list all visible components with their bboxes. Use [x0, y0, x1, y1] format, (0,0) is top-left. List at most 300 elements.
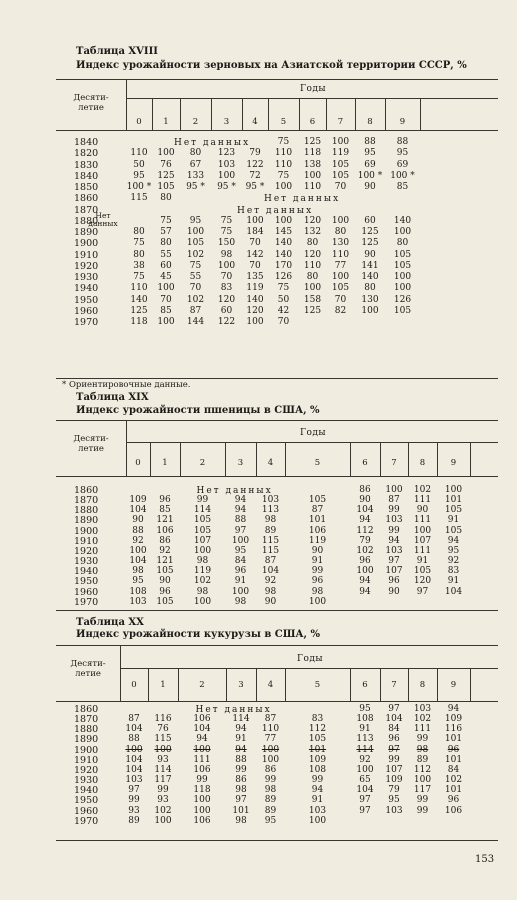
column-rule: [380, 442, 381, 476]
row-decade: 1920: [74, 545, 99, 557]
column-number: 7: [391, 458, 397, 468]
data-cell: 113: [356, 734, 374, 745]
years-sub-rule: [120, 668, 498, 669]
data-cell: 105: [193, 525, 212, 536]
data-cell: 107: [413, 535, 432, 546]
data-cell: 100: [125, 744, 143, 755]
data-cell: 100: [231, 586, 250, 597]
data-cell: 86: [264, 764, 277, 775]
data-cell: 87: [128, 714, 140, 725]
data-cell: 75: [160, 215, 172, 226]
data-cell: 126: [393, 294, 412, 305]
column-rule: [285, 442, 286, 476]
data-cell: 125: [303, 305, 322, 316]
data-cell: 75: [277, 170, 290, 181]
column-rule: [355, 98, 356, 130]
data-cell: 100: [193, 795, 211, 806]
row-decade: 1900: [74, 238, 99, 250]
data-cell: 87: [264, 556, 277, 567]
data-cell: 158: [303, 294, 322, 305]
data-cell: 90: [364, 249, 376, 260]
row-decade: 1940: [74, 785, 99, 797]
data-cell: 60: [220, 305, 233, 316]
data-cell: 102: [154, 805, 172, 816]
row-decade: 1850: [74, 182, 99, 193]
data-cell: 103: [385, 805, 403, 816]
column-rule: [225, 442, 226, 476]
data-cell: 105: [157, 182, 175, 192]
data-cell: 99: [416, 734, 429, 745]
data-cell: 70: [277, 317, 290, 327]
data-cell: 95: [447, 545, 460, 556]
data-cell: 86: [235, 775, 247, 786]
data-cell: 140: [246, 294, 264, 305]
data-cell: 99: [388, 525, 400, 536]
data-cell: 97: [388, 744, 400, 755]
data-cell: 116: [444, 724, 463, 735]
data-cell: 87: [388, 495, 400, 506]
data-cell: 95: [364, 148, 376, 159]
data-cell: 72: [249, 170, 261, 181]
row-decade: 1870: [74, 495, 99, 507]
data-cell: 70: [334, 182, 347, 192]
data-cell: 113: [261, 505, 280, 516]
data-cell: 120: [217, 294, 236, 305]
decade-column-rule: [120, 645, 121, 701]
data-cell: 101: [308, 515, 327, 526]
row-decade: 1960: [74, 805, 99, 817]
data-cell: 87: [311, 505, 324, 516]
data-cell: 105: [393, 260, 412, 271]
data-cell: 94: [235, 744, 247, 755]
data-cell: 91: [447, 576, 460, 587]
header-bottom-rule: [56, 701, 498, 702]
data-cell: 83: [311, 714, 324, 725]
column-rule: [226, 668, 227, 701]
years-header: Годы: [297, 654, 324, 664]
row-decade: 1960: [74, 305, 99, 317]
data-cell: 84: [388, 724, 400, 735]
data-cell: 100: [308, 815, 327, 826]
data-cell: 99: [416, 805, 429, 816]
data-cell: 118: [130, 317, 148, 327]
data-cell: 105: [156, 566, 174, 577]
data-cell: 104: [129, 556, 147, 567]
data-cell: 70: [249, 260, 261, 271]
header-top-rule: [56, 79, 498, 80]
data-cell: 100: [154, 744, 172, 755]
data-cell: 102: [356, 545, 374, 556]
data-cell: 90: [264, 596, 277, 607]
data-cell: 96: [447, 795, 460, 806]
data-cell: 70: [160, 294, 172, 305]
decade-header: Десяти- летие: [70, 659, 106, 679]
data-cell: 140: [274, 238, 293, 249]
data-cell: 107: [193, 535, 212, 546]
column-number: 2: [199, 680, 205, 690]
data-cell: 100: [331, 272, 350, 282]
column-rule: [350, 442, 351, 476]
column-rule: [385, 98, 386, 130]
data-cell: 75: [277, 283, 290, 294]
data-cell: 45: [160, 272, 172, 282]
row-decade: 1950: [74, 576, 99, 588]
data-cell: 98: [264, 785, 277, 796]
data-cell: 106: [308, 525, 327, 536]
data-cell: 101: [444, 785, 463, 796]
data-cell: 121: [156, 515, 174, 526]
data-cell: 106: [193, 764, 211, 775]
data-cell: 109: [385, 775, 403, 786]
table-number: Таблица XVIII: [76, 46, 158, 57]
data-cell: 100: [393, 283, 412, 294]
data-cell: 75: [220, 215, 233, 226]
column-number: 6: [362, 458, 368, 468]
row-decade: 1880: [74, 215, 99, 227]
column-number: 3: [223, 117, 230, 127]
data-cell: 100: [274, 215, 293, 226]
column-rule: [285, 668, 286, 701]
data-cell: 95: [132, 576, 144, 587]
decade-column-rule: [126, 420, 127, 476]
data-cell: 100: [157, 283, 175, 294]
data-cell: 93: [157, 795, 169, 806]
data-cell: 103: [129, 596, 147, 607]
row-decade: 1880: [74, 505, 99, 517]
data-cell: 50: [277, 294, 290, 305]
column-number: 8: [419, 680, 426, 690]
data-cell: 110: [274, 148, 293, 159]
data-cell: 105: [331, 170, 350, 181]
row-decade: 1890: [74, 515, 99, 527]
data-cell: 105: [444, 505, 463, 516]
data-cell: 98: [264, 586, 277, 597]
row-decade: 1840: [74, 137, 99, 148]
data-cell: 107: [385, 566, 403, 577]
data-cell: 102: [444, 775, 463, 786]
decade-header: Десяти- летие: [73, 93, 109, 113]
column-number: 2: [199, 458, 206, 468]
data-cell: 91: [235, 734, 247, 745]
data-cell: 98: [196, 556, 209, 567]
data-cell: 119: [193, 566, 212, 577]
data-cell: 103: [385, 545, 403, 556]
years-sub-rule: [126, 442, 498, 443]
data-cell: 109: [444, 714, 463, 725]
data-cell: 88: [364, 137, 376, 147]
data-cell: 104: [125, 764, 143, 775]
column-number: 0: [131, 680, 137, 690]
data-cell: 91: [234, 576, 247, 587]
data-cell: 89: [264, 525, 277, 536]
column-number: 4: [267, 458, 274, 468]
data-cell: 88: [132, 525, 144, 536]
data-cell: 100: [308, 596, 327, 607]
row-decade: 1890: [74, 734, 99, 746]
row-decade: 1870: [74, 204, 99, 216]
data-cell: 90: [311, 545, 324, 556]
years-sub-rule: [126, 98, 498, 99]
data-cell: 76: [157, 724, 169, 735]
data-cell: 97: [416, 586, 429, 597]
data-cell: 99: [388, 754, 400, 765]
column-number: 0: [135, 458, 141, 468]
column-number: 8: [419, 458, 426, 468]
data-cell: 100: [186, 227, 205, 237]
data-cell: 140: [130, 294, 148, 305]
data-cell: 122: [217, 317, 236, 327]
data-cell: 89: [416, 754, 429, 765]
data-cell: 102: [186, 294, 205, 305]
data-cell: 117: [154, 775, 172, 786]
data-cell: 97: [359, 805, 371, 816]
column-number: 7: [391, 680, 397, 690]
data-cell: 119: [246, 283, 264, 294]
header-bottom-rule: [56, 476, 498, 477]
data-cell: 125: [130, 305, 148, 316]
column-rule: [420, 98, 421, 130]
data-cell: 111: [413, 545, 432, 556]
data-cell: 100: [157, 148, 175, 159]
data-cell: 104: [444, 586, 463, 597]
data-cell: 95 *: [217, 182, 236, 192]
data-cell: 95: [189, 215, 202, 226]
data-cell: 110: [303, 260, 322, 271]
data-cell: 119: [308, 535, 327, 546]
data-cell: 90: [364, 182, 376, 192]
data-cell: 91: [447, 515, 460, 526]
data-cell: 91: [416, 556, 429, 567]
data-cell: 55: [189, 272, 202, 282]
data-cell: 99: [311, 775, 324, 786]
data-cell: 93: [157, 754, 169, 765]
data-cell: 104: [125, 724, 143, 735]
data-cell: 115: [154, 734, 172, 745]
data-cell: 104: [385, 714, 403, 725]
data-cell: 104: [356, 785, 374, 796]
data-cell: 94: [359, 576, 371, 587]
data-cell: 102: [193, 576, 212, 587]
data-cell: 120: [303, 249, 322, 260]
row-decade: 1900: [74, 525, 99, 537]
data-cell: 97: [235, 795, 247, 806]
data-cell: 80: [133, 249, 145, 260]
data-cell: 99: [196, 775, 208, 786]
data-cell: 101: [444, 754, 463, 765]
data-cell: 95: [133, 170, 145, 181]
data-cell: 97: [388, 556, 400, 567]
data-cell: 98: [132, 566, 144, 577]
data-cell: 132: [303, 227, 322, 237]
data-cell: 55: [160, 249, 172, 260]
data-cell: 110: [303, 182, 322, 192]
row-decade: 1860: [74, 193, 99, 205]
data-cell: 103: [125, 775, 143, 786]
column-rule: [148, 668, 149, 701]
data-cell: 100: [246, 317, 264, 327]
data-cell: 75: [277, 137, 290, 147]
data-cell: 94: [447, 535, 460, 546]
data-cell: 100: [393, 227, 412, 237]
data-cell: 109: [308, 754, 327, 765]
data-cell: 120: [246, 305, 264, 316]
data-cell: 144: [186, 317, 205, 327]
column-number: 8: [367, 117, 373, 127]
no-data-label: Нет данных: [264, 194, 341, 205]
table-bottom-rule: [56, 840, 498, 841]
data-cell: 102: [413, 485, 432, 495]
data-cell: 118: [303, 148, 322, 159]
data-cell: 170: [274, 260, 293, 271]
row-decade: 1970: [74, 815, 99, 827]
data-cell: 100 *: [357, 170, 383, 181]
column-rule: [268, 98, 269, 130]
data-cell: 94: [447, 704, 460, 714]
data-cell: 91: [311, 556, 324, 567]
data-cell: 117: [413, 785, 432, 796]
data-cell: 100: [246, 215, 264, 226]
data-cell: 88: [128, 734, 140, 745]
column-rule: [242, 98, 243, 130]
data-cell: 80: [396, 238, 409, 249]
data-cell: 94: [388, 535, 400, 546]
table-number: Таблица XIX: [76, 392, 149, 403]
years-header: Годы: [300, 428, 327, 438]
years-header: Годы: [300, 84, 327, 94]
data-cell: 94: [359, 515, 371, 526]
column-rule: [408, 668, 409, 701]
column-number: 5: [314, 458, 321, 468]
data-cell: 97: [388, 704, 400, 714]
data-cell: 96: [359, 556, 371, 567]
data-cell: 82: [334, 305, 347, 316]
data-cell: 104: [356, 505, 374, 516]
data-cell: 100: [261, 754, 280, 765]
row-decade: 1930: [74, 272, 99, 283]
data-cell: 92: [159, 545, 171, 556]
data-cell: 100: [361, 305, 379, 316]
data-cell: 84: [447, 764, 460, 775]
data-cell: 91: [359, 724, 371, 735]
data-cell: 110: [331, 249, 350, 260]
data-cell: 99: [264, 775, 277, 786]
data-cell: 97: [234, 525, 247, 536]
data-cell: 106: [193, 714, 211, 725]
data-cell: 99: [311, 566, 324, 577]
data-cell: 91: [311, 795, 324, 806]
column-rule: [178, 668, 179, 701]
data-cell: 65: [359, 775, 371, 786]
column-rule: [380, 668, 381, 701]
column-number: 6: [309, 117, 316, 127]
column-number: 2: [192, 117, 199, 127]
row-decade: 1910: [74, 249, 99, 261]
data-cell: 95 *: [186, 182, 205, 192]
row-decade: 1860: [74, 704, 99, 715]
data-cell: Нет данных: [88, 210, 118, 228]
row-decade: 1820: [74, 148, 99, 160]
data-cell: 98: [234, 596, 247, 607]
data-cell: 85: [396, 182, 409, 192]
data-cell: 103: [308, 805, 327, 816]
data-cell: 83: [447, 566, 460, 577]
data-cell: 130: [361, 294, 379, 305]
data-cell: 106: [156, 525, 174, 536]
data-cell: 106: [193, 815, 211, 826]
data-cell: 57: [160, 227, 172, 237]
header-top-rule: [56, 645, 498, 646]
data-cell: 103: [413, 704, 432, 714]
data-cell: 100: [154, 815, 172, 826]
data-cell: 121: [156, 556, 174, 567]
data-cell: 114: [232, 714, 250, 725]
column-number: 3: [237, 458, 244, 468]
row-decade: 1970: [74, 317, 99, 328]
data-cell: 80: [189, 148, 202, 159]
row-decade: 1920: [74, 260, 99, 272]
data-cell: 116: [154, 714, 172, 725]
data-cell: 100: [303, 170, 322, 181]
row-decade: 1940: [74, 283, 99, 295]
column-rule: [437, 668, 438, 701]
row-decade: 1860: [74, 485, 99, 496]
data-cell: 101: [308, 744, 327, 755]
data-cell: 100: [193, 805, 211, 816]
data-cell: 87: [264, 714, 277, 725]
data-cell: 80: [160, 193, 172, 204]
data-cell: 100: [193, 596, 212, 607]
data-cell: 125: [361, 227, 379, 237]
data-cell: 93: [128, 805, 140, 816]
data-cell: 123: [217, 148, 236, 159]
data-cell: 70: [334, 294, 347, 305]
data-cell: 150: [217, 238, 236, 249]
column-number: 1: [163, 117, 169, 127]
column-number: 0: [136, 117, 142, 127]
data-cell: 125: [361, 238, 379, 249]
data-cell: 125: [157, 170, 175, 181]
data-cell: 96: [159, 586, 171, 597]
data-cell: 96: [447, 744, 460, 755]
column-rule: [326, 98, 327, 130]
header-top-rule: [56, 420, 498, 421]
column-rule: [350, 668, 351, 701]
column-rule: [408, 442, 409, 476]
data-cell: 102: [413, 714, 432, 725]
data-cell: 107: [385, 764, 403, 775]
data-cell: 95: [264, 815, 277, 826]
data-cell: 38: [133, 260, 145, 271]
data-cell: 100: [393, 272, 412, 282]
data-cell: 94: [196, 734, 208, 745]
table-number: Таблица XX: [76, 617, 144, 628]
data-cell: 100: [413, 775, 432, 786]
data-cell: 92: [447, 556, 460, 567]
column-rule: [256, 442, 257, 476]
data-cell: 184: [246, 227, 264, 237]
data-cell: 100: [385, 485, 403, 495]
data-cell: 105: [444, 525, 463, 536]
data-cell: 96: [388, 576, 400, 587]
data-cell: 112: [413, 764, 432, 775]
data-cell: 98: [416, 744, 429, 755]
data-cell: 76: [160, 159, 172, 170]
row-decade: 1970: [74, 596, 99, 608]
data-cell: 112: [308, 724, 327, 735]
data-cell: 77: [334, 260, 347, 271]
row-decade: 1900: [74, 744, 99, 756]
data-cell: 103: [385, 515, 403, 526]
